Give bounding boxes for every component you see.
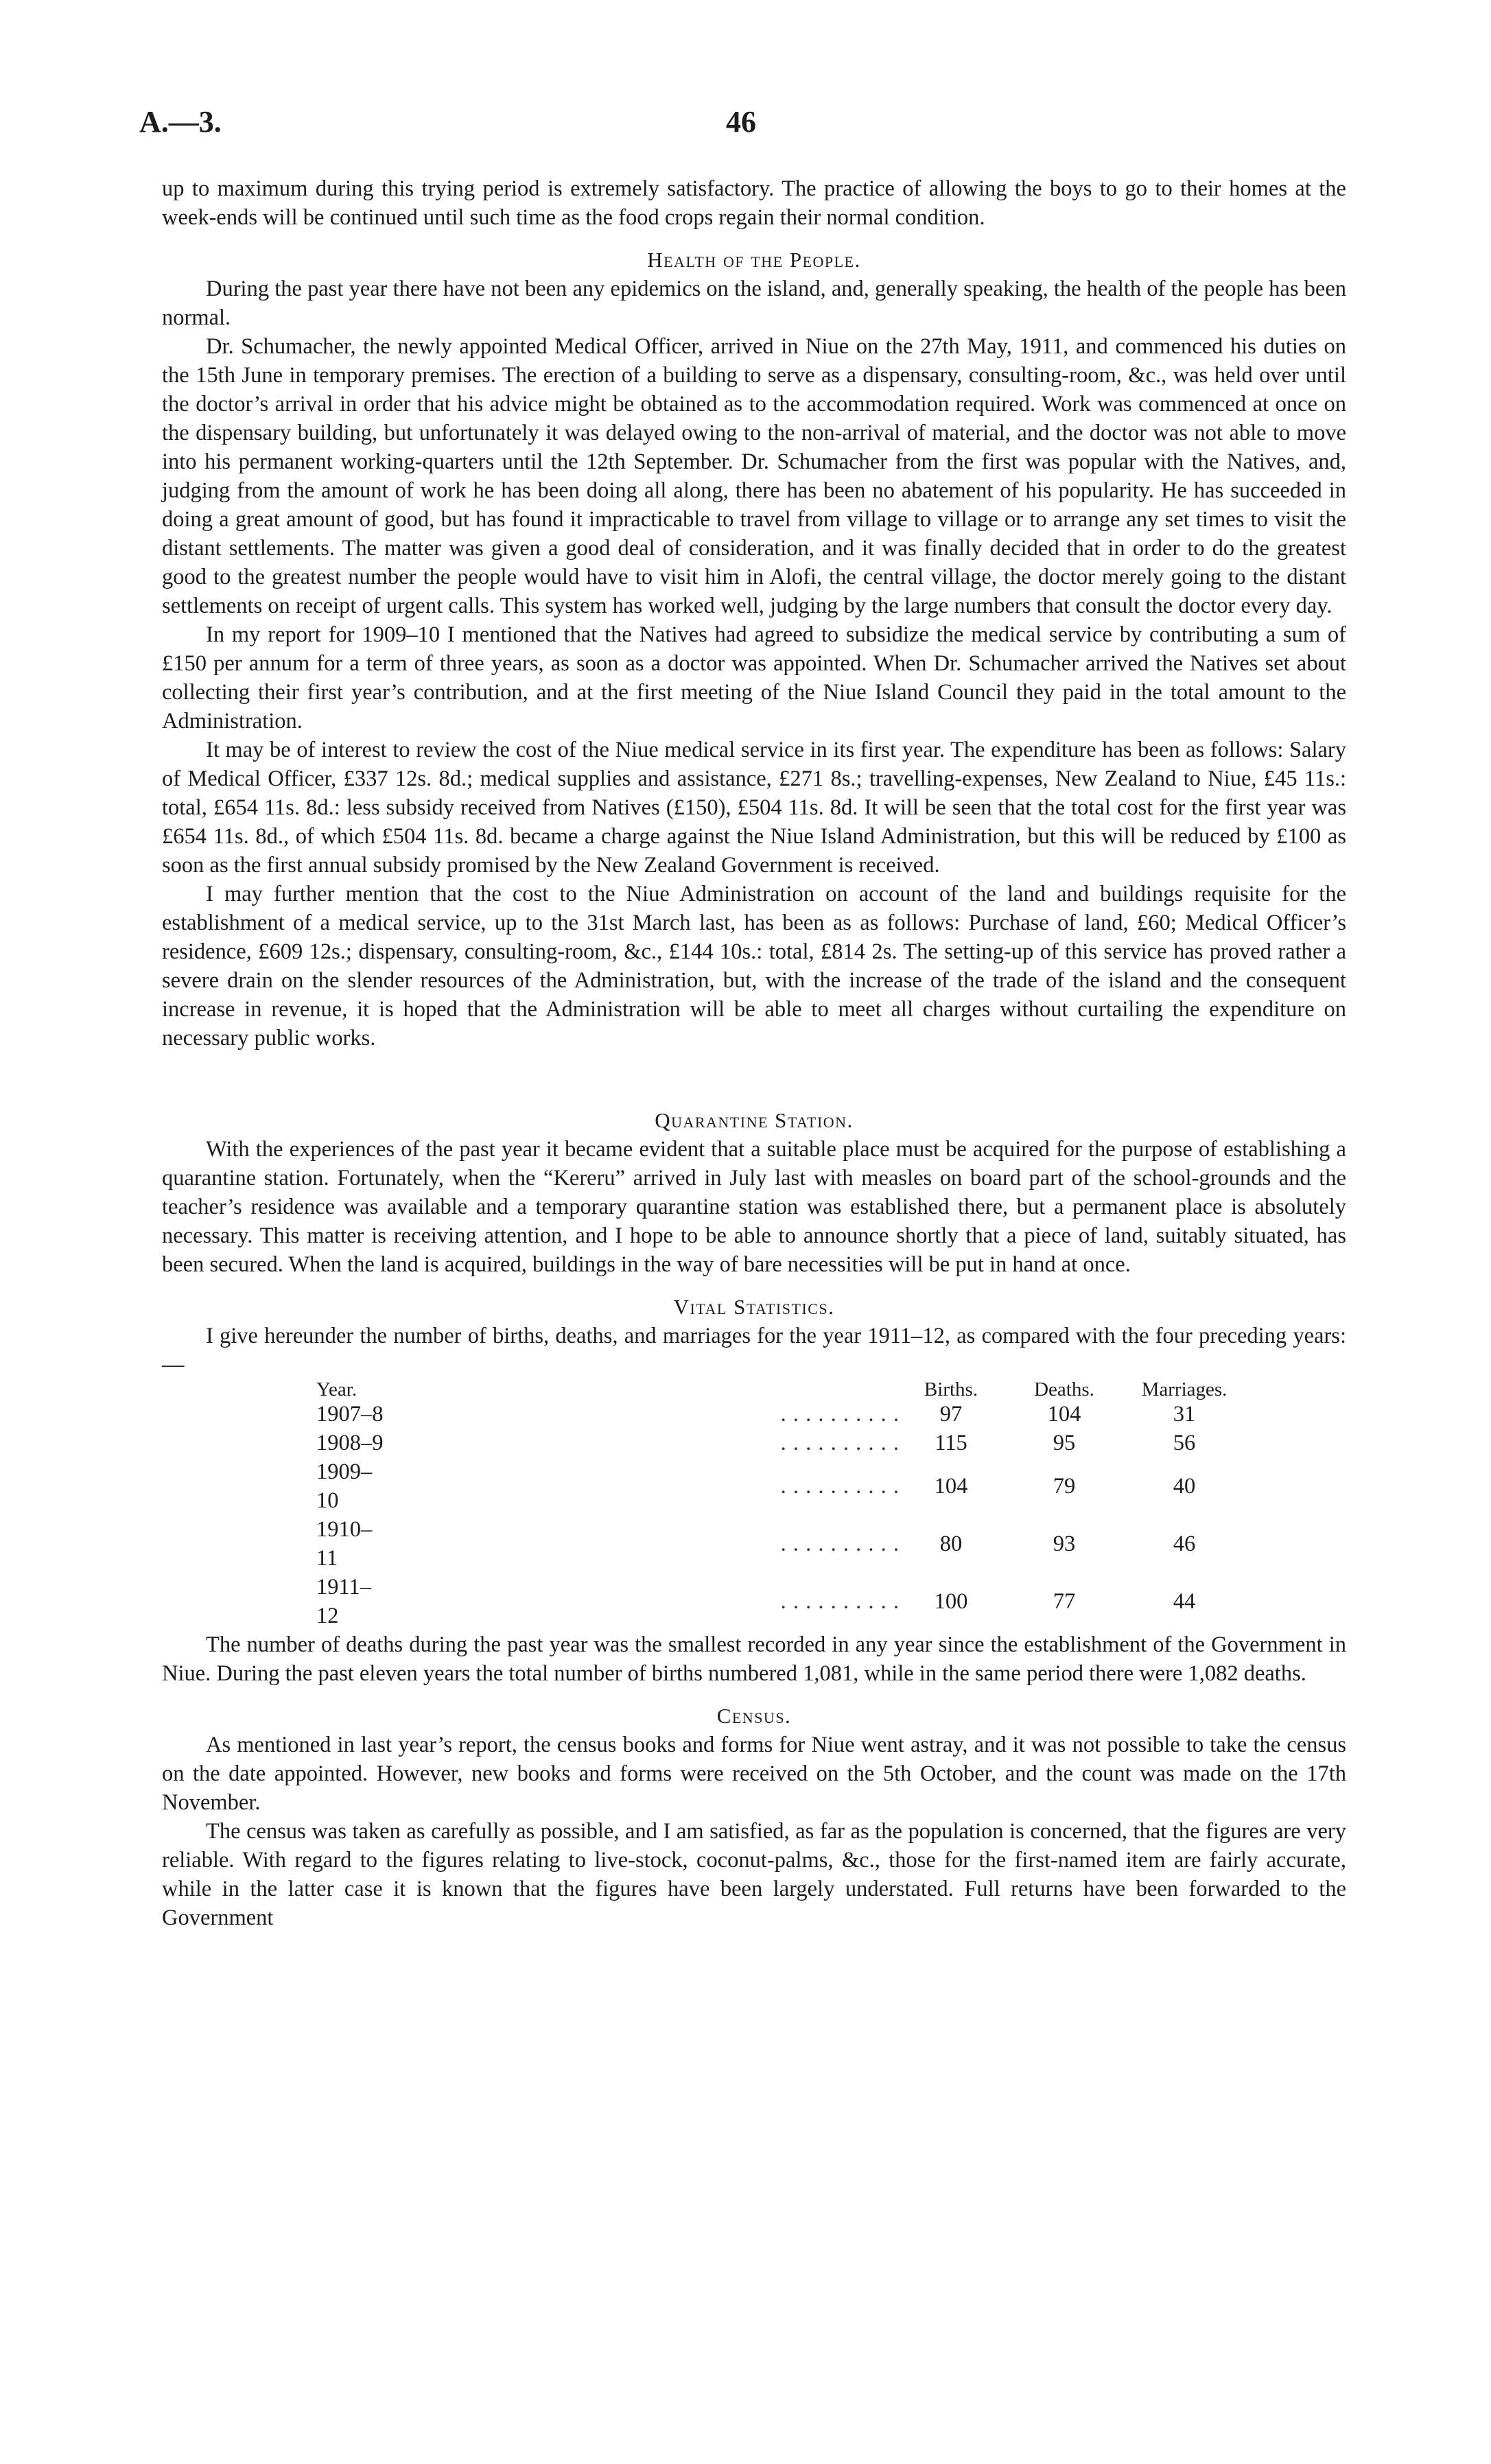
cell-year: 1909–10 [316,1459,373,1513]
cell-births: 97 [939,1402,963,1427]
paragraph: up to maximum during this trying period is extremely satisfactory. The practice of allowing the boys to go to their homes at the week-ends will be continued until such time as the food crops regain their normal condition. [162,176,1346,230]
dot-leader: . . . . . . . . . . [780,1474,900,1499]
document-reference: A.—3. [139,105,222,139]
cell-deaths: 104 [1047,1402,1081,1427]
cell-marriages: 31 [1173,1402,1196,1427]
section-heading-census: Census. [716,1704,792,1728]
cell-year: 1907–8 [316,1402,384,1427]
table-row [316,1515,1243,1573]
cell-deaths: 77 [1053,1589,1076,1614]
table-row [316,1573,1243,1630]
section-heading-quarantine: Quarantine Station. [655,1108,854,1132]
table-row [316,1429,1243,1457]
cell-year: 1911–12 [316,1575,372,1628]
cell-births: 115 [935,1431,967,1455]
page-number: 46 [726,105,756,139]
dot-leader: . . . . . . . . . . [780,1589,900,1614]
section-heading-health: Health of the People. [647,248,861,272]
paragraph: As mentioned in last year’s report, the census books and forms for Niue went astray, and it was not possible to take the census on the date appointed. However, new books and forms were received on the 5th October, and the count was made on the 17th November. [162,1733,1346,1815]
cell-deaths: 95 [1053,1431,1076,1455]
paragraph: It may be of interest to review the cost of the Niue medical service in its first year. The expenditure has been as follows: Salary of Medical Officer, £337 12s. 8d.; medical supplies and assistance, £271 8s.; travelling-expenses, New Zealand to Niue, £45 11s.: total, £654 11s. 8d.: less subsidy received from Natives (£150), £504 11s. 8d. It will be seen that the total cost for the first year was £654 11s. 8d., of which £504 11s. 8d. became a charge against the Niue Island Administration, but this will be reduced by £100 as soon as the first annual subsidy promised by the New Zealand Government is received. [162,738,1346,878]
paragraph: With the experiences of the past year it became evident that a suitable place must be acquired for the purpose of establishing a quarantine station. Fortunately, when the “Kereru” arrived in July last with measles on board part of the school-grounds and the teacher’s residence was available and a temporary quarantine station was established there, but a permanent place is absolutely necessary. This matter is receiving attention, and I hope to be able to announce shortly that a piece of land, suitably situated, has been secured. When the land is acquired, buildings in the way of bare necessities will be put in hand at once. [162,1137,1346,1277]
cell-marriages: 40 [1173,1474,1196,1499]
dot-leader: . . . . . . . . . . [780,1431,900,1455]
paragraph: During the past year there have not been any epidemics on the island, and, generally speaking, the health of the people has been normal. [162,277,1346,330]
paragraph: I give hereunder the number of births, deaths, and marriages for the year 1911–12, as compared with the four preceding years:— [162,1324,1346,1377]
column-header-deaths: Deaths. [1034,1378,1094,1400]
dot-leader: . . . . . . . . . . [780,1402,900,1427]
cell-year: 1908–9 [316,1431,384,1455]
cell-marriages: 46 [1173,1532,1196,1556]
cell-deaths: 93 [1053,1532,1076,1556]
paragraph: I may further mention that the cost to the Niue Administration on account of the land and buildings requisite for the establishment of a medical service, up to the 31st March last, has been as as follows: Purchase of land, £60; Medical Officer’s residence, £609 12s.; dispensary, consulting-room, &c., £144 10s.: total, £814 2s. The setting-up of this service has proved rather a severe drain on the slender resources of the Administration, but, with the increase of the trade of the island and the consequent increase in revenue, it is hoped that the Administration will be able to meet all charges without curtailing the expenditure on necessary public works. [162,882,1346,1051]
table-header-row [316,1379,1243,1400]
cell-deaths: 79 [1053,1474,1076,1499]
paragraph: Dr. Schumacher, the newly appointed Medical Officer, arrived in Niue on the 27th May, 1911, and commenced his duties on the 15th June in temporary premises. The erection of a building to serve as a dispensary, consulting-room, &c., was held over until the doctor’s arrival in order that his advice might be obtained as to the accommodation required. Work was commenced at once on the dispensary building, but unfortunately it was delayed owing to the non-arrival of material, and the doctor was not able to move into his permanent working-quarters until the 12th September. Dr. Schumacher from the first was popular with the Natives, and, judging from the amount of work he has been doing all along, there has been no abatement of his popularity. He has succeeded in doing a great amount of good, but has found it impracticable to travel from village to village or to arrange any set times to visit the distant settlements. The matter was given a good deal of consideration, and it was finally decided that in order to do the greatest good to the greatest number the people would have to visit him in Alofi, the central village, the doctor merely going to the distant settlements on receipt of urgent calls. This system has worked well, judging by the large numbers that consult the doctor every day. [162,334,1346,618]
cell-births: 80 [939,1532,963,1556]
column-header-marriages: Marriages. [1141,1378,1228,1400]
section-heading-vital-statistics: Vital Statistics. [673,1295,835,1319]
cell-year: 1910–11 [316,1517,373,1571]
paragraph: The census was taken as carefully as possible, and I am satisfied, as far as the population is concerned, that the figures are very reliable. With regard to the figures relating to live-stock, coconut-palms, &c., those for the first-named item are fairly accurate, while in the latter case it is known that the figures have been largely understated. Full returns have been forwarded to the Government [162,1819,1346,1930]
table-row [316,1457,1243,1515]
cell-births: 100 [934,1589,968,1614]
table-row [316,1400,1243,1429]
vital-statistics-table [316,1379,1243,1630]
cell-marriages: 56 [1173,1431,1196,1455]
dot-leader: . . . . . . . . . . [780,1532,900,1556]
document-body [162,174,1346,1932]
column-header-births: Births. [924,1378,978,1400]
cell-marriages: 44 [1173,1589,1196,1614]
column-header-year: Year. [316,1378,357,1400]
cell-births: 104 [934,1474,968,1499]
paragraph: The number of deaths during the past year was the smallest recorded in any year since the establishment of the Government in Niue. During the past eleven years the total number of births numbered 1,081, while in the same period there were 1,082 deaths. [162,1632,1346,1686]
paragraph: In my report for 1909–10 I mentioned that the Natives had agreed to subsidize the medical service by contributing a sum of £150 per annum for a term of three years, as soon as a doctor was appointed. When Dr. Schumacher arrived the Natives set about collecting their first year’s contribution, and at the first meeting of the Niue Island Council they paid in the total amount to the Administration. [162,622,1346,734]
